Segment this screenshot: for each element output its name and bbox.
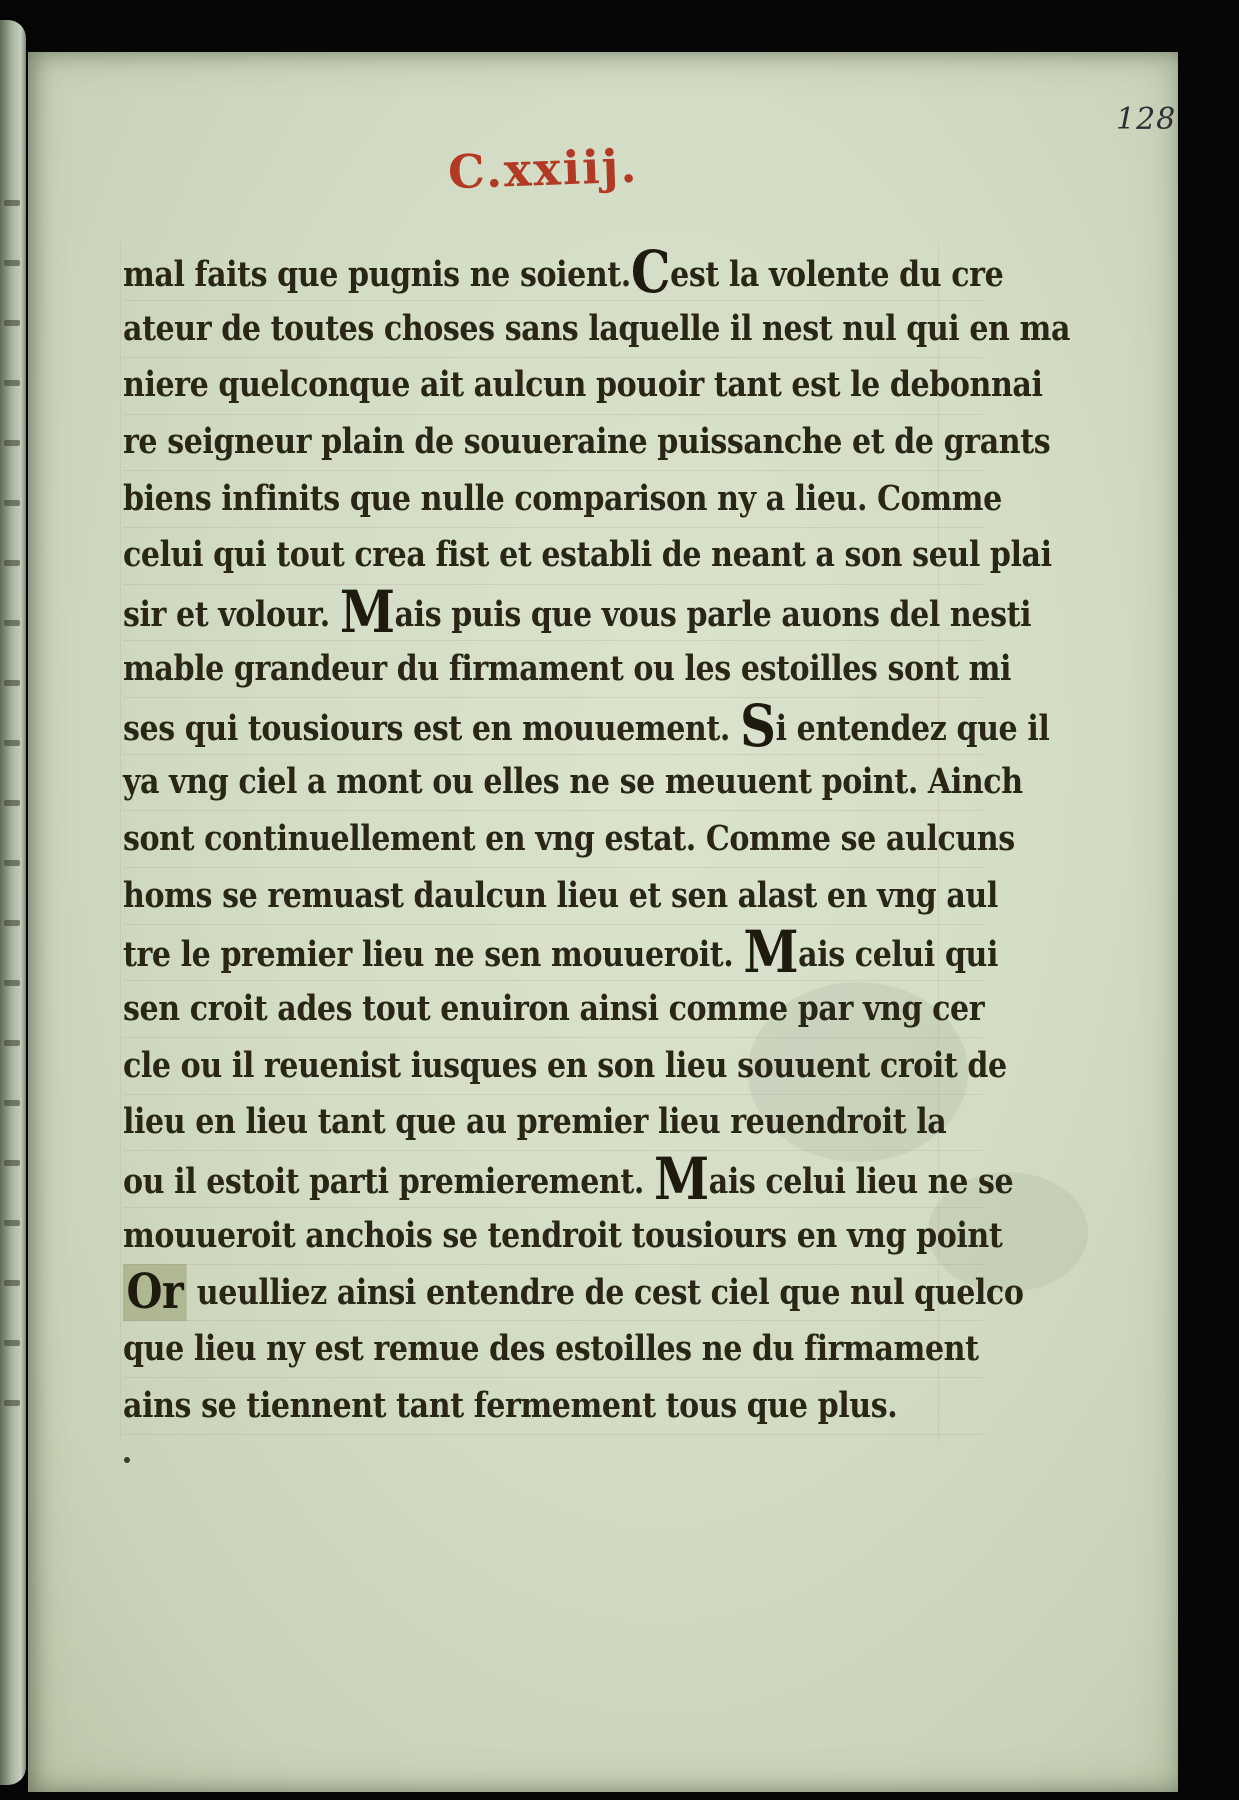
text-line-18: mouueroit anchois se tendroit tousiours en vng point	[123, 1214, 1003, 1256]
text-line-10: ya vng ciel a mont ou elles ne se meuuent point. Ainch	[123, 761, 1023, 803]
text-line-5: biens infinits que nulle comparison ny a lieu. Comme	[123, 477, 1002, 519]
text-line-4: re seigneur plain de souueraine puissanche et de grants	[123, 421, 1051, 463]
text-line-14: sen croit ades tout enuiron ainsi comme par vng cer	[123, 987, 985, 1029]
text-line-19: Or ueulliez ainsi entendre de cest ciel que nul quelco	[123, 1264, 880, 1321]
ruling-margin	[120, 242, 121, 1442]
text-line-11: sont continuellement en vng estat. Comme se aulcuns	[123, 817, 1015, 859]
text-line-1: mal faits que pugnis ne soient.Cest la volente du cre	[123, 238, 1004, 306]
text-line-8: mable grandeur du firmament ou les estoilles sont mi	[123, 647, 1012, 689]
decorated-initial: C	[630, 238, 671, 306]
chapter-heading: C.xxiij.	[447, 138, 640, 200]
text-line-7: sir et volour. Mais puis que vous parle auons del nesti	[123, 578, 1032, 647]
text-line-6: celui qui tout crea fist et establi de neant a son seul plai	[123, 534, 1052, 576]
text-line-2: ateur de toutes choses sans laquelle il nest nul qui en ma	[123, 307, 1071, 349]
text-line-21: ains se tiennent tant fermement tous que plus.	[123, 1384, 898, 1426]
text-line-13: tre le premier lieu ne sen mouueroit. Mais celui qui	[123, 918, 999, 987]
text-line-12: homs se remuast daulcun lieu et sen alast en vng aul	[123, 874, 998, 916]
text-line-9: ses qui tousiours est en mouuement. Si entendez que il	[123, 691, 1050, 760]
text-line-16: lieu en lieu tant que au premier lieu reuendroit la	[123, 1101, 947, 1143]
decorated-initial: M	[339, 578, 395, 647]
folio-number: 128	[1116, 102, 1177, 137]
text-line-17: ou il estoit parti premierement. Mais celui lieu ne se	[123, 1145, 1014, 1213]
decorated-initial: Or	[123, 1264, 187, 1321]
decorated-initial: S	[739, 691, 776, 760]
decorated-initial: M	[653, 1145, 709, 1213]
text-line-3: niere quelconque ait aulcun pouoir tant est le debonnai	[123, 364, 1043, 406]
previous-page-edge	[0, 20, 26, 1785]
manuscript-text	[123, 238, 1071, 1434]
text-line-15: cle ou il reuenist iusques en son lieu souuent croit de	[123, 1044, 1007, 1086]
manuscript-folio	[28, 52, 1178, 1792]
text-line-20: que lieu ny est remue des estoilles ne du firmament	[123, 1328, 979, 1370]
ink-dot	[124, 1457, 130, 1463]
decorated-initial: M	[743, 918, 799, 987]
